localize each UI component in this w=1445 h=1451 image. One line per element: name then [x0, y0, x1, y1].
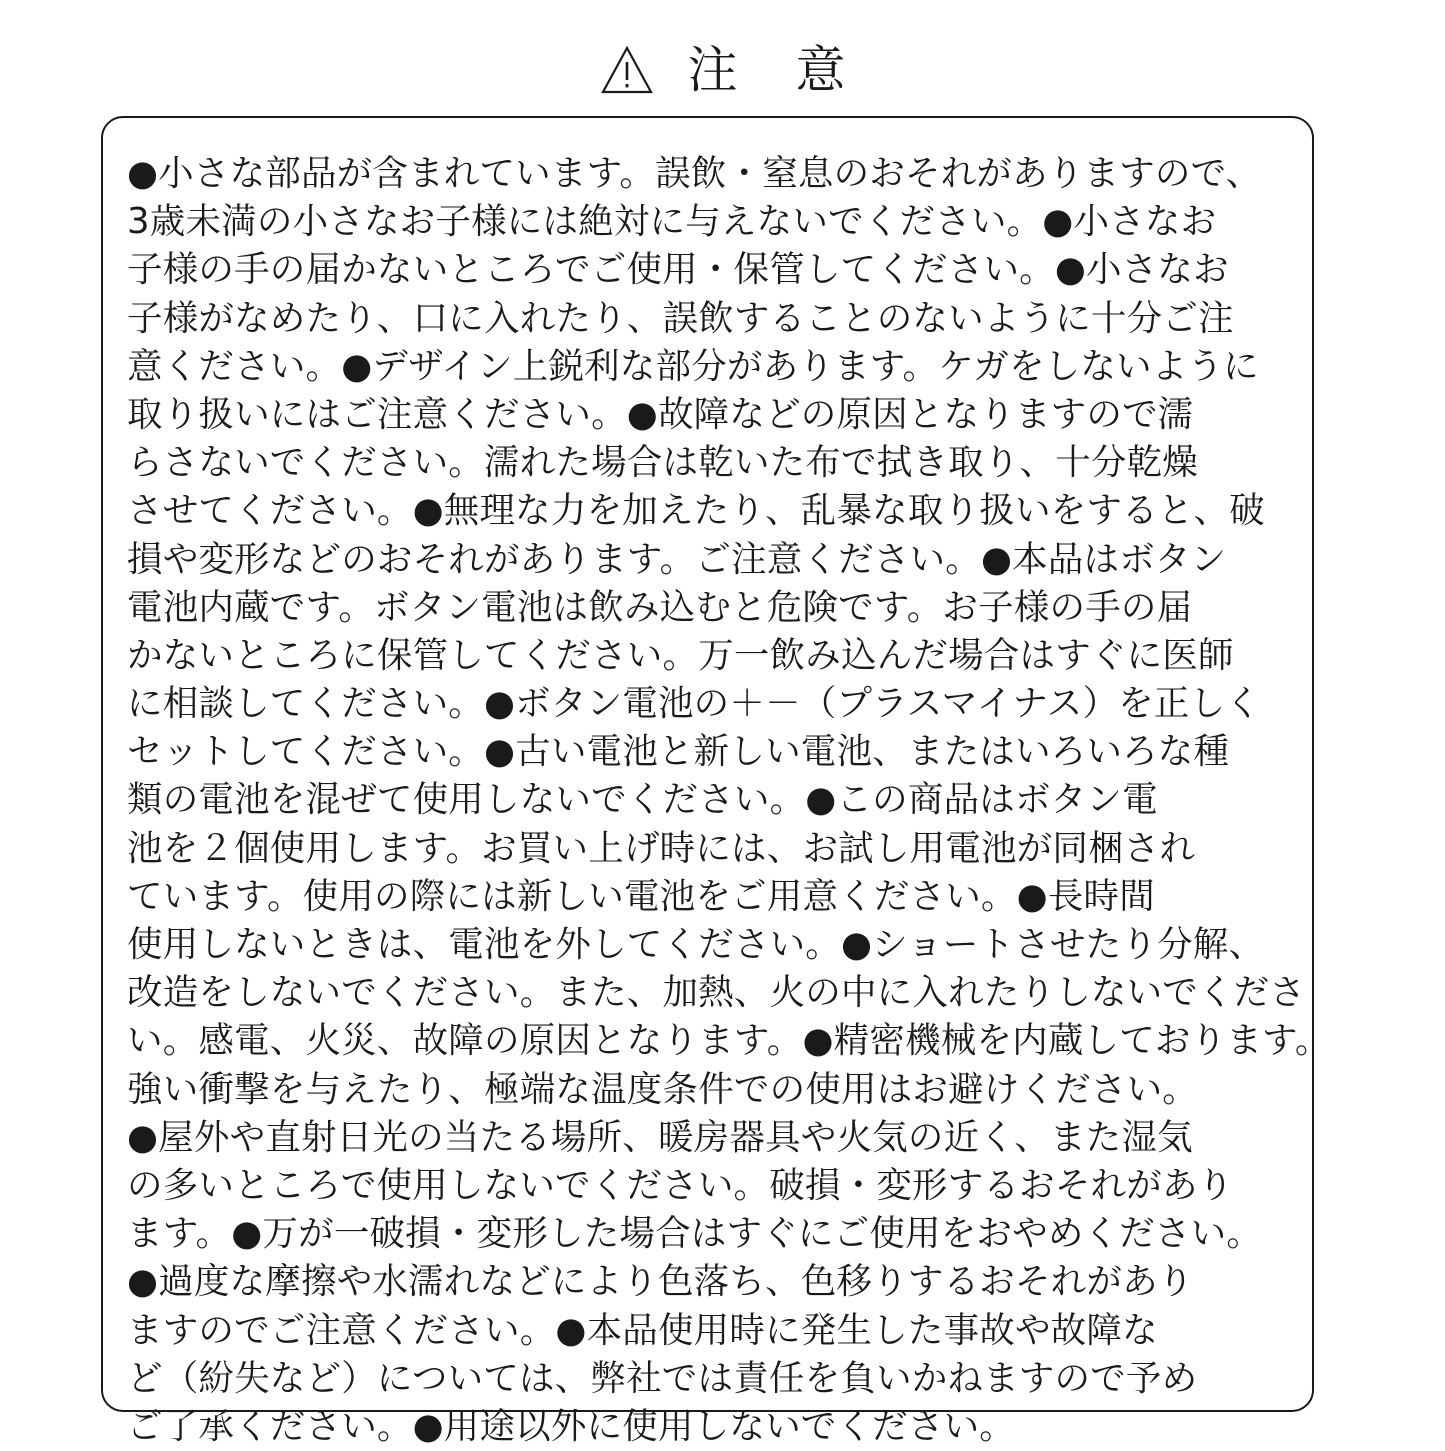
notice-line: 強い衝撃を与えたり、極端な温度条件での使用はお避けください。: [127, 1068, 1199, 1110]
notice-line: い。感電、火災、故障の原因となります。●精密機械を内蔵しております。: [127, 1020, 1331, 1062]
notice-line: 子様がなめたり、口に入れたり、誤飲することのないように十分ご注: [127, 297, 1234, 339]
notice-line: させてください。●無理な力を加えたり、乱暴な取り扱いをすると、破: [127, 490, 1265, 532]
notice-title: 注意: [687, 41, 904, 99]
notice-line: 子様の手の届かないところでご使用・保管してください。●小さなお: [127, 249, 1229, 291]
notice-line: 3歳未満の小さなお子様には絶対に与えないでください。●小さなお: [127, 201, 1217, 243]
notice-line: 損や変形などのおそれがあります。ご注意ください。●本品はボタン: [127, 538, 1227, 580]
notice-line: ます。●万が一破損・変形した場合はすぐにご使用をおやめください。: [127, 1213, 1263, 1255]
notice-line: ●過度な摩擦や水濡れなどにより色落ち、色移りするおそれがあり: [127, 1261, 1194, 1303]
notice-line: 使用しないときは、電池を外してください。●ショートさせたり分解、: [127, 924, 1265, 965]
notice-line: 意ください。●デザイン上鋭利な部分があります。ケガをしないように: [127, 345, 1259, 387]
notice-line: の多いところで使用しないでください。破損・変形するおそれがあり: [127, 1164, 1234, 1206]
notice-line: ど（紛失など）については、弊社では責任を負いかねますので予め: [127, 1357, 1198, 1399]
notice-header: [0, 38, 1445, 102]
notice-line: 改造をしないでください。また、加熱、火の中に入れたりしないでくださ: [127, 972, 1306, 1014]
notice-line: ●屋外や直射日光の当たる場所、暖房器具や火気の近く、また湿気: [127, 1116, 1193, 1158]
notice-line: に相談してください。●ボタン電池の＋－（プラスマイナス）を正しく: [127, 683, 1261, 725]
notice-line: ●小さな部品が含まれています。誤飲・窒息のおそれがありますので、: [127, 153, 1262, 194]
warning-triangle-icon: [600, 45, 654, 95]
notice-line: らさないでください。濡れた場合は乾いた布で拭き取り、十分乾燥: [127, 442, 1199, 484]
notice-line: かないところに保管してください。万一飲み込んだ場合はすぐに医師: [127, 634, 1234, 676]
notice-line: 池を２個使用します。お買い上げ時には、お試し用電池が同梱され: [127, 827, 1196, 869]
notice-line: 類の電池を混ぜて使用しないでください。●この商品はボタン電: [127, 779, 1158, 821]
notice-line: セットしてください。●古い電池と新しい電池、またはいろいろな種: [127, 731, 1230, 773]
notice-line: ています。使用の際には新しい電池をご用意ください。●長時間: [127, 875, 1155, 917]
notice-line: 電池内蔵です。ボタン電池は飲み込むと危険です。お子様の手の届: [127, 586, 1193, 628]
notice-line: ご了承ください。●用途以外に使用しないでください。: [127, 1405, 1015, 1447]
notice-line: ますのでご注意ください。●本品使用時に発生した事故や故障な: [127, 1309, 1158, 1351]
notice-text: [127, 150, 1331, 1451]
notice-line: 取り扱いにはご注意ください。●故障などの原因となりますので濡: [127, 393, 1194, 435]
